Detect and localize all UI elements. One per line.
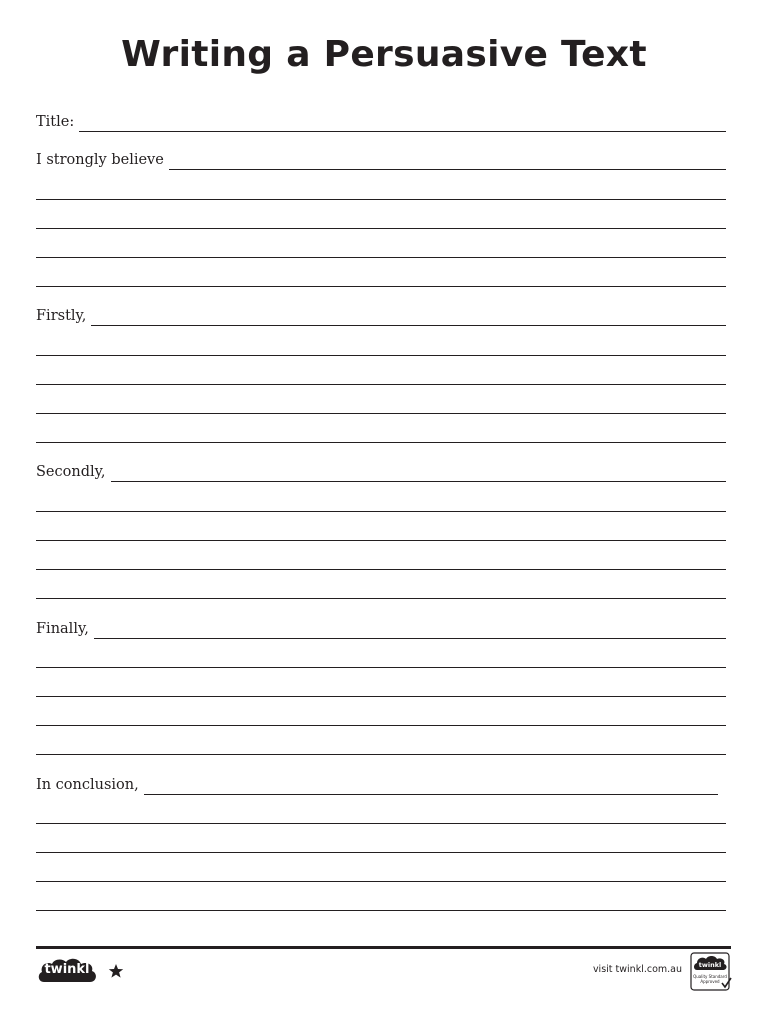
- conclusion-label: In conclusion,: [36, 777, 139, 793]
- writing-line[interactable]: [36, 852, 726, 853]
- writing-line[interactable]: [36, 696, 726, 697]
- firstly-answer-line[interactable]: [91, 325, 726, 326]
- writing-line[interactable]: [36, 823, 726, 824]
- writing-line[interactable]: [36, 442, 726, 443]
- believe-field[interactable]: [36, 146, 726, 170]
- conclusion-field[interactable]: [36, 771, 726, 795]
- badge-caption-1: Quality Standard: [693, 974, 727, 979]
- finally-answer-line[interactable]: [94, 638, 726, 639]
- footer-rule: [36, 946, 731, 949]
- writing-line[interactable]: [36, 598, 726, 599]
- secondly-label: Secondly,: [36, 464, 106, 480]
- writing-line[interactable]: [36, 257, 726, 258]
- star-icon: [108, 963, 124, 979]
- badge-frame: [690, 952, 732, 992]
- title-label: Title:: [36, 114, 75, 130]
- secondly-answer-line[interactable]: [111, 481, 727, 482]
- twinkl-logo: [36, 956, 98, 988]
- finally-field[interactable]: [36, 615, 726, 639]
- believe-label: I strongly believe: [36, 152, 164, 168]
- writing-line[interactable]: [36, 511, 726, 512]
- believe-answer-line[interactable]: [169, 169, 726, 170]
- conclusion-answer-line[interactable]: [144, 794, 718, 795]
- writing-line[interactable]: [36, 199, 726, 200]
- quality-badge-icon: [690, 952, 732, 992]
- title-answer-line[interactable]: [79, 131, 726, 132]
- firstly-field[interactable]: [36, 302, 726, 326]
- writing-line[interactable]: [36, 667, 726, 668]
- visit-website-text: visit twinkl.com.au: [592, 964, 682, 975]
- title-field[interactable]: [36, 108, 726, 132]
- writing-line[interactable]: [36, 725, 726, 726]
- logo-text: twinkl: [44, 962, 90, 977]
- writing-line[interactable]: [36, 754, 726, 755]
- writing-line[interactable]: [36, 355, 726, 356]
- secondly-field[interactable]: [36, 458, 726, 482]
- firstly-label: Firstly,: [36, 308, 87, 324]
- writing-line[interactable]: [36, 910, 726, 911]
- writing-line[interactable]: [36, 569, 726, 570]
- writing-line[interactable]: [36, 286, 726, 287]
- writing-line[interactable]: [36, 413, 726, 414]
- writing-line[interactable]: [36, 540, 726, 541]
- badge-brand-text: twinkl: [698, 961, 722, 969]
- finally-label: Finally,: [36, 621, 89, 637]
- writing-line[interactable]: [36, 228, 726, 229]
- writing-line[interactable]: [36, 384, 726, 385]
- page-title: Writing a Persuasive Text: [121, 34, 647, 75]
- badge-caption-2: Approved: [700, 979, 720, 984]
- writing-line[interactable]: [36, 881, 726, 882]
